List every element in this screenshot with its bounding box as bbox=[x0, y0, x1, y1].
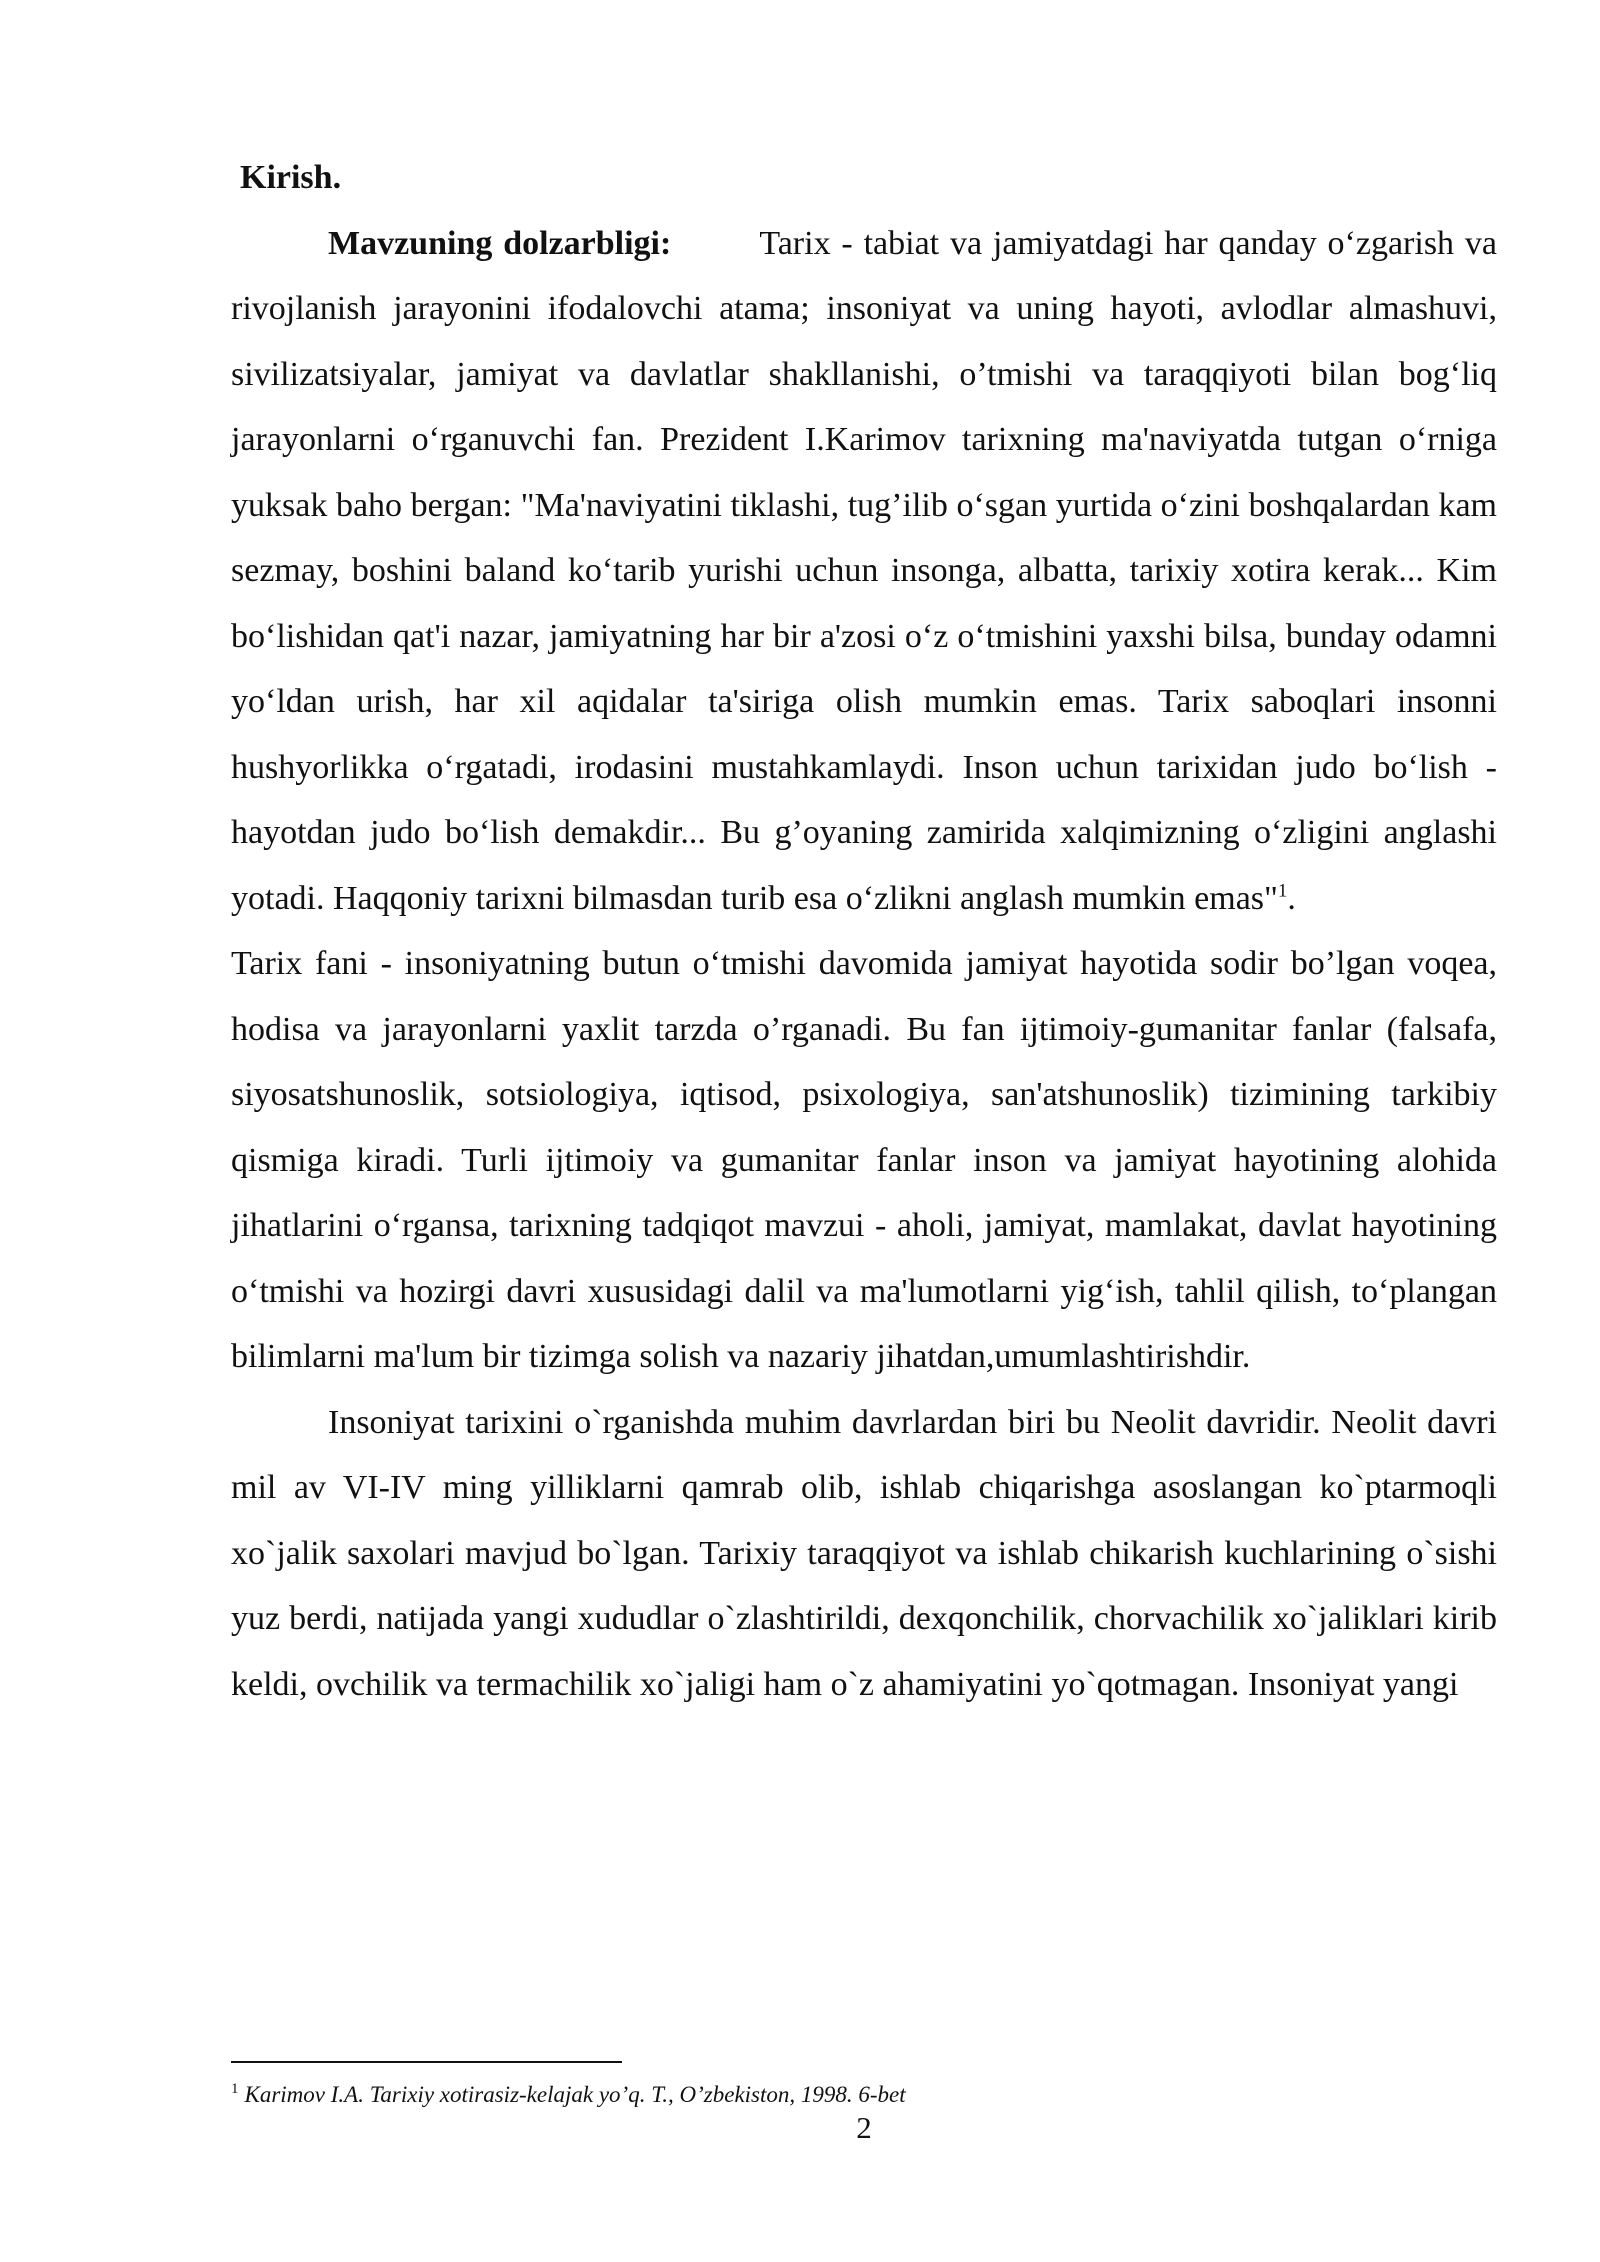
section-heading: Kirish. bbox=[240, 159, 342, 196]
footnote-reference[interactable]: 1 bbox=[1277, 880, 1288, 902]
footnote-separator bbox=[231, 2061, 622, 2063]
paragraph-neolithic: Insoniyat tarixini o`rganishda muhim davrlardan biri bu Neolit davridir. Neolit davri mil av VI-IV ming yilliklarni qamrab olib, ishlab chiqarishga asoslangan ko`ptarmoqli xo`jalik saxolari mavjud bo`lgan. Tarixiy taraqqiyot va ishlab chikarish kuchlarining o`sishi yuz berdi, natijada yangi xududlar o`zlashtirildi, dexqonchilik, chorvachilik xo`jaliklari kirib keldi, ovchilik va termachilik xo`jaligi ham o`z ahamiyatini yo`qotmagan. Insoniyat yangi bbox=[231, 1403, 1497, 1703]
footnote-text: Karimov I.A. Tarixiy xotirasiz-kelajak yo’q. T., O’zbekiston, 1998. 6-bet bbox=[244, 2082, 906, 2107]
document-body bbox=[231, 145, 1497, 1717]
paragraph-text: Tarix - tabiat va jamiyatdagi har qanday o‘zgarish va rivojlanish jarayonini ifodalovchi atama; insoniyat va uning hayoti, avlodlar almashuvi, sivilizatsiyalar, jamiyat va davlatlar shakllanishi, o’tmishi va taraqqiyoti bilan bog‘liq jarayonlarni o‘rganuvchi fan. Prezident I.Karimov tarixning ma'naviyatda tutgan o‘rniga yuksak baho bergan: "Ma'naviyatini tiklashi, tug’ilib o‘sgan yurtida o‘zini boshqalardan kam sezmay, boshini baland ko‘tarib yurishi uchun insonga, albatta, tarixiy xotira kerak... Kim bo‘lishidan qat'i nazar, jamiyatning har bir a'zosi o‘z o‘tmishini yaxshi bilsa, bunday odamni yo‘ldan urish, har xil aqidalar ta'siriga olish mumkin emas. Tarix saboqlari insonni hushyorlikka o‘rgatadi, irodasini mustahkamlaydi. Inson uchun tarixidan judo bo‘lish - hayotdan judo bo‘lish demakdir... Bu g’oyaning zamirida xalqimizning o‘zligini anglashi yotadi. Haqqoniy tarixni bilmasdan turib esa o‘zlikni anglash mumkin emas" bbox=[231, 224, 1497, 917]
page-number: 2 bbox=[856, 2110, 872, 2145]
paragraph-lead: Mavzuning dolzarbligi: bbox=[328, 224, 672, 262]
footnote-number: 1 bbox=[231, 2081, 239, 2098]
paragraph-end: . bbox=[1287, 879, 1296, 917]
paragraph-history-science: Tarix fani - insoniyatning butun o‘tmishi davomida jamiyat hayotida sodir bo’lgan voqea, hodisa va jarayonlarni yaxlit tarzda o’rganadi. Bu fan ijtimoiy-gumanitar fanlar (falsafa, siyosatshunoslik, sotsiologiya, iqtisod, psixologiya, san'atshunoslik) tizimining tarkibiy qismiga kiradi. Turli ijtimoiy va gumanitar fanlar inson va jamiyat hayotining alohida jihatlarini o‘rgansa, tarixning tadqiqot mavzui - aholi, jamiyat, mamlakat, davlat hayotining o‘tmishi va hozirgi davri xususidagi dalil va ma'lumotlarni yig‘ish, tahlil qilish, to‘plangan bilimlarni ma'lum bir tizimga solish va nazariy jihatdan,umumlashtirishdir. bbox=[231, 945, 1497, 1375]
paragraph-relevance bbox=[231, 211, 1497, 932]
footnote bbox=[231, 2080, 1497, 2110]
